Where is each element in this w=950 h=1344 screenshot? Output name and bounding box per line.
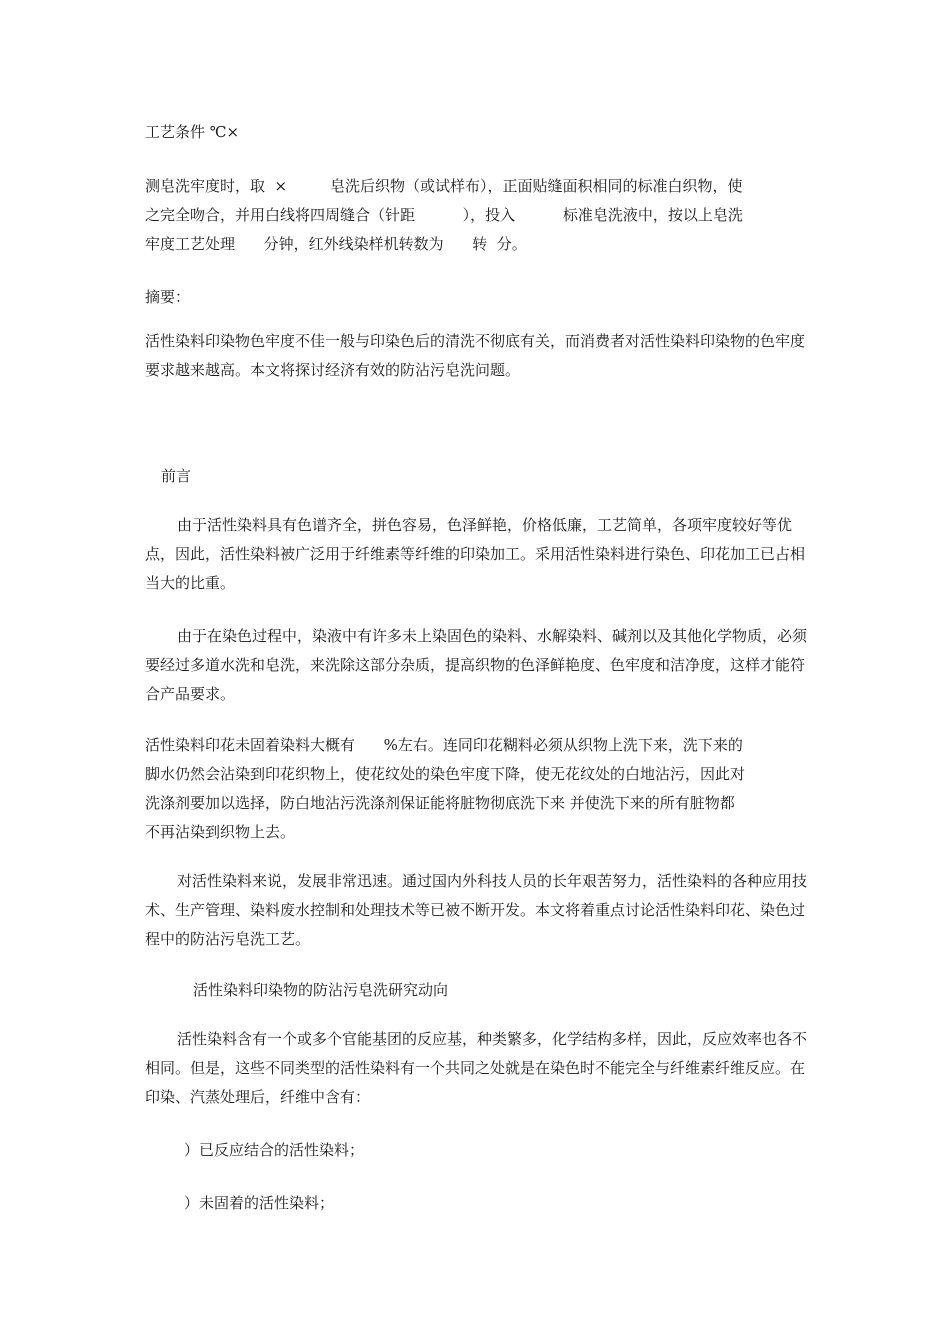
list-item: ）未固着的活性染料； — [184, 1194, 335, 1212]
section-heading: 活性染料印染物的防沾污皂洗研究动向 — [193, 981, 449, 999]
abstract-body: 活性染料印染物色牢度不佳一般与印染色后的清洗不彻底有关，而消费者对活性染料印染物的色牢度要求越来越高。本文将探讨经济有效的防沾污皂洗问题。 — [145, 332, 806, 379]
paragraph-3-line: 洗涤剂要加以选择，防白地沾污洗涤剂保证能将脏物彻底洗下来 并使洗下来的所有脏物都 — [145, 794, 735, 812]
paragraph-3-line: 脚水仍然会沾染到印花织物上，使花纹处的染色牢度下降，使无花纹处的白地沾污，因此对 — [145, 765, 746, 783]
test-method-line: 之完全吻合，并用白线将四周缝合（针距 ），投入 标准皂洗液中，按以上皂洗 — [145, 206, 743, 224]
paragraph-3-line: 不再沾染到织物上去。 — [145, 823, 296, 841]
process-condition: 工艺条件 ℃× — [145, 123, 240, 141]
paragraph-5: 活性染料含有一个或多个官能基团的反应基，种类繁多，化学结构多样，因此，反应效率也各不相同。但是，这些不同类型的活性染料有一个共同之处就是在染色时不能完全与纤维素纤维反应。在印染、汽蒸处理后，纤维中含有： — [145, 1030, 808, 1106]
test-method-line: 牢度工艺处理 分钟，红外线染样机转数为 转 分。 — [145, 235, 527, 253]
abstract-heading: 摘要： — [145, 288, 191, 306]
list-item: ）已反应结合的活性染料； — [184, 1141, 365, 1159]
paragraph-1: 由于活性染料具有色谱齐全，拼色容易，色泽鲜艳，价格低廉，工艺简单，各项牢度较好等优点，因此，活性染料被广泛用于纤维素等纤维的印染加工。采用活性染料进行染色、印花加工已占相当大的比重。 — [145, 516, 806, 592]
paragraph-3 — [145, 731, 810, 847]
test-method-paragraph — [145, 172, 810, 259]
paragraph-4: 对活性染料来说，发展非常迅速。通过国内外科技人员的长年艰苦努力，活性染料的各种应用技术、生产管理、染料废水控制和处理技术等已被不断开发。本文将着重点讨论活性染料印花、染色过程中的防沾污皂洗工艺。 — [145, 872, 808, 948]
preface-heading: 前言 — [161, 467, 192, 485]
paragraph-3-line: 活性染料印花未固着染料大概有 %左右。连同印花糊料必须从织物上洗下来，洗下来的 — [145, 736, 743, 754]
paragraph-2: 由于在染色过程中，染液中有许多未上染固色的染料、水解染料、碱剂以及其他化学物质，必须要经过多道水洗和皂洗，来洗除这部分杂质，提高织物的色泽鲜艳度、色牢度和洁净度，这样才能符合产品要求。 — [145, 627, 808, 703]
test-method-line: 测皂洗牢度时，取 × 皂洗后织物（或试样布），正面贴缝面积相同的标准白织物，使 — [145, 177, 743, 195]
